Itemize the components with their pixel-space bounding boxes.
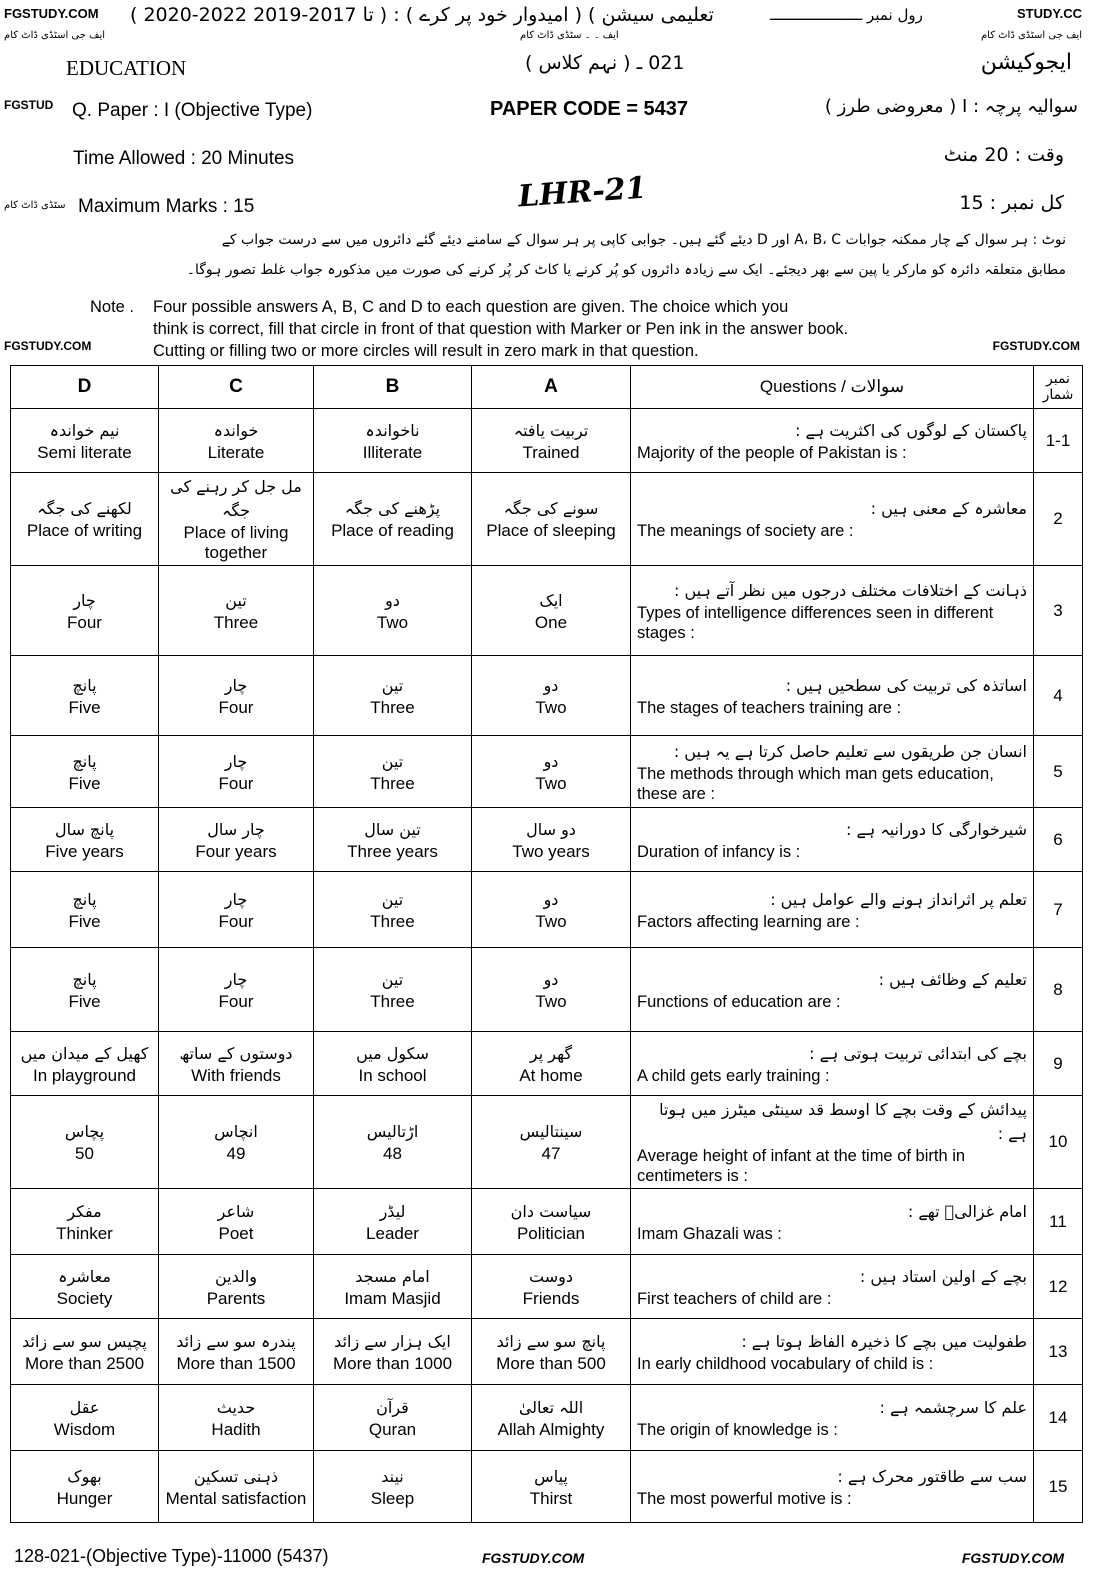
option-d — [11, 736, 159, 808]
option-a-english: Allah Almighty — [497, 1419, 605, 1439]
paper-title-en: Q. Paper : I (Objective Type) — [72, 100, 313, 121]
option-a-english: Friends — [522, 1288, 580, 1308]
question-english: Duration of infancy is : — [637, 842, 801, 861]
option-d-english: Five — [68, 911, 101, 931]
option-c-english: Poet — [218, 1223, 254, 1243]
option-d — [11, 872, 159, 948]
table-row — [11, 1319, 1083, 1385]
question-number: 2 — [1034, 473, 1083, 566]
option-d-urdu: پانچ — [72, 969, 97, 989]
table-row — [11, 1385, 1083, 1451]
option-d — [11, 1189, 159, 1255]
option-c — [159, 656, 314, 736]
option-a — [472, 566, 631, 656]
option-b-urdu: اڑتالیس — [366, 1122, 419, 1141]
question-number: 15 — [1034, 1451, 1083, 1523]
table-row — [11, 473, 1083, 566]
option-c — [159, 1451, 314, 1523]
option-c-english: Hadith — [211, 1419, 261, 1439]
watermark-note-left: FGSTUDY.COM — [4, 339, 92, 353]
option-d-urdu: مفکر — [67, 1201, 102, 1221]
option-b-urdu: تین — [381, 751, 404, 771]
watermark-urdu-right: ایف جی اسٹڈی ڈاٹ کام — [980, 30, 1082, 41]
option-a-english: 47 — [541, 1144, 561, 1163]
option-b-urdu: لیڈر — [379, 1201, 406, 1221]
option-b — [314, 736, 472, 808]
option-c — [159, 1189, 314, 1255]
note-urdu-2: مطابق متعلقہ دائرہ کو مارکر یا پین سے بھر دیجئے۔ ایک سے زیادہ دائروں کو پُر کرنے یا کاٹ کر پُر کرنے کی صورت میں مذکورہ جواب غلط تصور ہوگا۔ — [186, 262, 1066, 278]
header-c: C — [159, 366, 314, 409]
option-b — [314, 1385, 472, 1451]
option-c-urdu: چار — [224, 969, 248, 989]
question-urdu: ذہانت کے اختلافات مختلف درجوں میں نظر آتے ہیں : — [674, 580, 1027, 600]
option-c-english: Place of living together — [183, 523, 289, 562]
table-row — [11, 808, 1083, 872]
option-d — [11, 1385, 159, 1451]
option-a-urdu: پیاس — [534, 1466, 568, 1486]
option-d-urdu: لکھنے کی جگہ — [37, 499, 132, 518]
option-c-english: With friends — [191, 1065, 281, 1085]
option-d-urdu: معاشرہ — [58, 1266, 111, 1286]
question-number: 14 — [1034, 1385, 1083, 1451]
question-text — [631, 409, 1034, 473]
option-a-urdu: دو — [543, 675, 559, 695]
option-b-english: Three — [370, 911, 415, 931]
option-a-urdu: سینتالیس — [519, 1122, 583, 1141]
question-english: First teachers of child are : — [637, 1289, 832, 1308]
option-a — [472, 736, 631, 808]
option-d — [11, 566, 159, 656]
option-a-english: Two — [535, 911, 567, 931]
option-a — [472, 1096, 631, 1189]
question-number: 12 — [1034, 1255, 1083, 1319]
option-c-english: Parents — [206, 1288, 266, 1308]
option-c-urdu: چار — [224, 889, 248, 909]
option-b-urdu: ایک ہزار سے زائد — [334, 1331, 451, 1351]
option-d-english: Society — [56, 1288, 113, 1308]
option-d-english: 50 — [75, 1144, 94, 1163]
option-a-english: Trained — [522, 442, 580, 462]
question-urdu: شیرخوارگی کا دورانیہ ہے : — [846, 819, 1027, 839]
option-c — [159, 566, 314, 656]
option-b-english: Place of reading — [331, 521, 454, 540]
option-d — [11, 808, 159, 872]
question-urdu: طفولیت میں بچے کا ذخیرہ الفاظ ہوتا ہے : — [741, 1331, 1027, 1351]
option-c — [159, 1096, 314, 1189]
option-b-urdu: تین — [381, 969, 404, 989]
question-english: A child gets early training : — [637, 1066, 830, 1085]
option-a — [472, 1385, 631, 1451]
option-b-english: Three years — [347, 841, 438, 861]
option-d — [11, 1255, 159, 1319]
question-english: Average height of infant at the time of birth in centimeters is : — [637, 1147, 966, 1185]
question-text — [631, 1255, 1034, 1319]
option-d-urdu: پانچ سال — [54, 819, 115, 839]
subject-ur: ایجوکیشن — [980, 50, 1072, 75]
option-a-english: Two years — [512, 841, 590, 861]
question-english: Types of intelligence differences seen in different stages : — [637, 603, 994, 642]
option-c-urdu: ذہنی تسکین — [193, 1466, 279, 1486]
option-b-english: Quran — [368, 1419, 417, 1439]
question-english: In early childhood vocabulary of child is : — [637, 1354, 934, 1373]
note-en-3: Cutting or filling two or more circles will result in zero mark in that question. — [153, 342, 699, 360]
question-english: The most powerful motive is : — [637, 1489, 852, 1508]
option-a-urdu: اللہ تعالیٰ — [518, 1397, 584, 1417]
paper-title-ur: سوالیہ پرچہ : I ( معروضی طرز ) — [824, 96, 1078, 117]
header-d: D — [11, 366, 159, 409]
question-text — [631, 566, 1034, 656]
header-questions: Questions / سوالات — [631, 366, 1034, 409]
option-c-english: More than 1500 — [176, 1353, 296, 1373]
option-d-english: Four — [67, 612, 102, 632]
option-a-english: One — [534, 612, 568, 632]
option-b — [314, 872, 472, 948]
option-b-english: Three — [370, 991, 415, 1011]
option-b-urdu: امام مسجد — [355, 1266, 430, 1286]
header-b: B — [314, 366, 472, 409]
option-d — [11, 948, 159, 1032]
watermark-footer-mid: FGSTUDY.COM — [482, 1550, 585, 1566]
option-a-urdu: تربیت یافتہ — [513, 420, 589, 440]
table-row — [11, 1032, 1083, 1096]
question-english: Functions of education are : — [637, 992, 841, 1011]
question-number: 10 — [1034, 1096, 1083, 1189]
question-urdu: علم کا سرچشمہ ہے : — [879, 1397, 1027, 1417]
option-d — [11, 1451, 159, 1523]
option-a-urdu: دو — [543, 889, 559, 909]
option-c — [159, 948, 314, 1032]
question-urdu: اساتذہ کی تربیت کی سطحیں ہیں : — [785, 675, 1027, 695]
question-text — [631, 948, 1034, 1032]
option-b — [314, 808, 472, 872]
note-en-1: Four possible answers A, B, C and D to each question are given. The choice which you — [153, 298, 789, 316]
table-row — [11, 1255, 1083, 1319]
option-b-english: 48 — [383, 1144, 402, 1163]
question-number: 6 — [1034, 808, 1083, 872]
option-b-english: Imam Masjid — [344, 1288, 441, 1308]
option-a — [472, 656, 631, 736]
option-c-english: Four — [218, 911, 254, 931]
option-c-english: Four — [218, 697, 254, 717]
question-text — [631, 656, 1034, 736]
option-c — [159, 1032, 314, 1096]
option-c — [159, 1385, 314, 1451]
question-urdu: بچے کے اولین استاد ہیں : — [859, 1266, 1027, 1286]
watermark-urdu-left: ایف جی اسٹڈی ڈاٹ کام — [4, 30, 106, 41]
option-d-urdu: پانچ — [72, 751, 97, 771]
option-a — [472, 872, 631, 948]
option-a — [472, 1451, 631, 1523]
option-c-english: Literate — [207, 442, 265, 462]
note-en-2: think is correct, fill that circle in front of that question with Marker or Pen ink in the answer book. — [153, 320, 849, 338]
table-row — [11, 1451, 1083, 1523]
option-d-english: Place of writing — [26, 521, 143, 540]
option-d-urdu: بھوک — [67, 1466, 102, 1486]
option-d-english: Semi literate — [37, 442, 132, 462]
option-d-english: Hunger — [56, 1488, 113, 1508]
option-b-urdu: ناخواندہ — [365, 420, 420, 440]
option-d — [11, 1319, 159, 1385]
option-b-english: Two — [376, 612, 409, 632]
option-a-urdu: دوست — [529, 1266, 573, 1286]
question-urdu: پیدائش کے وقت بچے کا اوسط قد سینٹی میٹرز میں ہوتا ہے : — [659, 1100, 1027, 1143]
option-c-english: Mental satisfaction — [165, 1488, 307, 1508]
option-b-urdu: پڑھنے کی جگہ — [344, 499, 441, 518]
option-b-urdu: سکول میں — [356, 1043, 429, 1063]
question-english: The methods through which man gets education, these are : — [637, 764, 994, 803]
question-urdu: بچے کی ابتدائی تربیت ہوتی ہے : — [809, 1043, 1027, 1063]
watermark-urdu-left-2: سٹڈی ڈاٹ کام — [4, 200, 66, 211]
option-c-urdu: مل جل کر رہنے کی جگہ — [170, 477, 302, 520]
question-text — [631, 1096, 1034, 1189]
question-text — [631, 1032, 1034, 1096]
option-c — [159, 1255, 314, 1319]
option-a — [472, 1255, 631, 1319]
option-a-english: Politician — [516, 1223, 586, 1243]
option-d — [11, 1096, 159, 1189]
option-d-urdu: پچیس سو سے زائد — [22, 1331, 147, 1351]
session-line: ( 2020-2022 تا 2017-2019 ) : ( امیدوار خود پر کرے ) ( تعلیمی سیشن — [130, 4, 714, 26]
question-text — [631, 1319, 1034, 1385]
question-english: Imam Ghazali was : — [637, 1224, 782, 1243]
watermark-fgstud: FGSTUD — [4, 98, 54, 112]
option-b — [314, 1451, 472, 1523]
option-b-urdu: دو — [385, 590, 400, 610]
option-c — [159, 872, 314, 948]
option-a-english: Two — [535, 991, 567, 1011]
option-b — [314, 1255, 472, 1319]
option-a-urdu: دو — [543, 969, 559, 989]
watermark-urdu-mid: ایف ۔ ۔ سٹڈی ڈاٹ کام — [520, 30, 619, 41]
watermark-top-left: FGSTUDY.COM — [4, 6, 99, 21]
option-b — [314, 1096, 472, 1189]
option-b — [314, 473, 472, 566]
option-c-english: Four — [218, 773, 254, 793]
option-c-english: Four — [218, 991, 254, 1011]
question-number: 1-1 — [1034, 409, 1083, 473]
table-row — [11, 409, 1083, 473]
option-a-urdu: دو — [543, 751, 559, 771]
question-text — [631, 1451, 1034, 1523]
option-d-urdu: پانچ — [72, 675, 97, 695]
questions-table — [10, 365, 1083, 1523]
question-urdu: تعلم پر اثرانداز ہونے والے عوامل ہیں : — [770, 889, 1027, 909]
option-a-english: Two — [535, 697, 567, 717]
option-a-urdu: ایک — [539, 590, 563, 610]
option-a — [472, 1032, 631, 1096]
option-c-urdu: والدین — [214, 1266, 258, 1286]
table-header-row — [11, 366, 1083, 409]
option-c-english: 49 — [226, 1144, 246, 1163]
option-d-english: Wisdom — [53, 1419, 116, 1439]
option-b-english: Three — [370, 773, 415, 793]
option-d-english: Five — [68, 697, 101, 717]
option-c — [159, 1319, 314, 1385]
option-c-english: Four years — [195, 841, 277, 861]
question-urdu: تعلیم کے وظائف ہیں : — [878, 969, 1027, 989]
option-d-urdu: پچاس — [64, 1122, 105, 1141]
option-c-urdu: دوستوں کے ساتھ — [179, 1043, 293, 1063]
question-number: 11 — [1034, 1189, 1083, 1255]
question-number: 9 — [1034, 1032, 1083, 1096]
question-english: The stages of teachers training are : — [637, 698, 902, 717]
question-text — [631, 736, 1034, 808]
option-b — [314, 1319, 472, 1385]
option-b-english: Three — [370, 697, 415, 717]
note-label: Note . — [90, 298, 135, 316]
option-c-urdu: چار — [224, 751, 248, 771]
option-a-urdu: گھر پر — [529, 1043, 573, 1063]
table-row — [11, 736, 1083, 808]
option-b-english: More than 1000 — [332, 1353, 453, 1373]
option-d-english: Five — [68, 773, 101, 793]
option-d-urdu: نیم خواندہ — [49, 420, 120, 440]
question-text — [631, 808, 1034, 872]
option-d-urdu: چار — [73, 590, 96, 610]
option-c-urdu: چار — [224, 675, 248, 695]
option-c-urdu: انچاس — [214, 1122, 258, 1141]
watermark-footer-right: FGSTUDY.COM — [961, 1550, 1064, 1566]
table-row — [11, 872, 1083, 948]
option-c — [159, 808, 314, 872]
option-c — [159, 473, 314, 566]
option-d-english: Thinker — [56, 1223, 113, 1243]
question-urdu: امام غزالیؒ تھے : — [907, 1201, 1027, 1221]
option-d-urdu: عقل — [69, 1397, 100, 1417]
option-d-english: Five — [68, 991, 101, 1011]
question-text — [631, 1385, 1034, 1451]
option-a — [472, 1189, 631, 1255]
board-stamp: LHR-21 — [516, 170, 648, 215]
table-row — [11, 948, 1083, 1032]
question-english: The meanings of society are : — [637, 522, 854, 540]
option-b — [314, 1189, 472, 1255]
option-a-english: More than 500 — [496, 1353, 606, 1373]
question-text — [631, 473, 1034, 566]
option-a-english: Two — [535, 773, 567, 793]
max-marks-ur: کل نمبر : 15 — [959, 192, 1064, 214]
option-b — [314, 409, 472, 473]
option-b-urdu: تین سال — [364, 819, 421, 839]
option-b-english: In school — [358, 1065, 427, 1085]
watermark-note-right: FGSTUDY.COM — [992, 339, 1080, 353]
option-b-urdu: نیند — [381, 1466, 404, 1486]
option-c-urdu: حدیث — [216, 1397, 256, 1417]
option-c — [159, 409, 314, 473]
option-a-urdu: سیاست دان — [510, 1201, 592, 1221]
option-b — [314, 566, 472, 656]
option-b-english: Illiterate — [362, 442, 423, 462]
option-d — [11, 473, 159, 566]
time-allowed-ur: وقت : 20 منٹ — [943, 144, 1064, 166]
option-d-english: In playground — [32, 1065, 137, 1085]
option-d-english: More than 2500 — [24, 1353, 145, 1373]
option-a — [472, 1319, 631, 1385]
question-english: Factors affecting learning are : — [637, 912, 860, 931]
max-marks-en: Maximum Marks : 15 — [78, 196, 255, 217]
subject-en: EDUCATION — [66, 56, 187, 80]
table-row — [11, 656, 1083, 736]
question-urdu: انسان جن طریقوں سے تعلیم حاصل کرتا ہے یہ ہیں : — [673, 741, 1027, 761]
option-c-urdu: چار سال — [207, 819, 265, 839]
table-row — [11, 1096, 1083, 1189]
question-number: 4 — [1034, 656, 1083, 736]
option-c-urdu: شاعر — [217, 1201, 255, 1221]
question-urdu: معاشرہ کے معنی ہیں : — [870, 499, 1027, 518]
option-d — [11, 656, 159, 736]
footer-code: 128-021-(Objective Type)-11000 (5437) — [14, 1546, 329, 1566]
question-number: 8 — [1034, 948, 1083, 1032]
option-a-english: Thirst — [529, 1488, 573, 1508]
option-c-urdu: پندرہ سو سے زائد — [176, 1331, 296, 1351]
option-a — [472, 948, 631, 1032]
option-d — [11, 409, 159, 473]
option-d — [11, 1032, 159, 1096]
header-serial-no: نمبر شمار — [1034, 366, 1083, 409]
option-a — [472, 473, 631, 566]
question-english: Majority of the people of Pakistan is : — [637, 443, 907, 462]
option-b-english: Sleep — [370, 1488, 415, 1508]
option-a-english: At home — [519, 1065, 583, 1085]
option-b-urdu: تین — [381, 675, 404, 695]
option-a-urdu: پانچ سو سے زائد — [496, 1331, 606, 1351]
option-a-english: Place of sleeping — [486, 521, 616, 540]
questions-body — [11, 409, 1083, 1523]
table-row — [11, 1189, 1083, 1255]
question-text — [631, 872, 1034, 948]
question-text — [631, 1189, 1034, 1255]
option-c-urdu: خواندہ — [213, 420, 259, 440]
table-row — [11, 566, 1083, 656]
header-a: A — [472, 366, 631, 409]
question-number: 5 — [1034, 736, 1083, 808]
option-b-english: Leader — [366, 1223, 419, 1243]
question-number: 13 — [1034, 1319, 1083, 1385]
question-number: 3 — [1034, 566, 1083, 656]
question-urdu: پاکستان کے لوگوں کی اکثریت ہے : — [795, 420, 1027, 440]
watermark-top-right: STUDY.CC — [1016, 6, 1082, 21]
question-english: The origin of knowledge is : — [637, 1420, 838, 1439]
roll-no-label: رول نمبر ـــــــــــــــــــــ — [770, 6, 923, 24]
note-urdu-1: نوٹ : ہر سوال کے چار ممکنہ جوابات A، B، C اور D دیئے گئے ہیں۔ جوابی کاپی پر ہر سوال کے سامنے دیئے گئے دائروں میں سے درست جواب کے — [221, 232, 1066, 248]
option-c-english: Three — [213, 612, 259, 632]
option-b — [314, 1032, 472, 1096]
option-d-urdu: کھیل کے میدان میں — [20, 1043, 149, 1063]
option-b-urdu: تین — [381, 889, 404, 909]
option-b — [314, 656, 472, 736]
option-c — [159, 736, 314, 808]
option-a — [472, 409, 631, 473]
option-a-urdu: سونے کی جگہ — [503, 499, 599, 518]
question-urdu: سب سے طاقتور محرک ہے : — [837, 1466, 1027, 1486]
paper-code: PAPER CODE = 5437 — [490, 98, 689, 120]
option-a-urdu: دو سال — [526, 819, 576, 839]
option-d-urdu: پانچ — [72, 889, 97, 909]
option-b — [314, 948, 472, 1032]
option-c-urdu: تین — [225, 590, 247, 610]
time-allowed-en: Time Allowed : 20 Minutes — [73, 148, 295, 169]
question-number: 7 — [1034, 872, 1083, 948]
option-d-english: Five years — [45, 841, 124, 861]
option-a — [472, 808, 631, 872]
class-code: 021 ـ ( نہم کلاس ) — [525, 52, 685, 74]
option-b-urdu: قرآن — [376, 1397, 409, 1417]
